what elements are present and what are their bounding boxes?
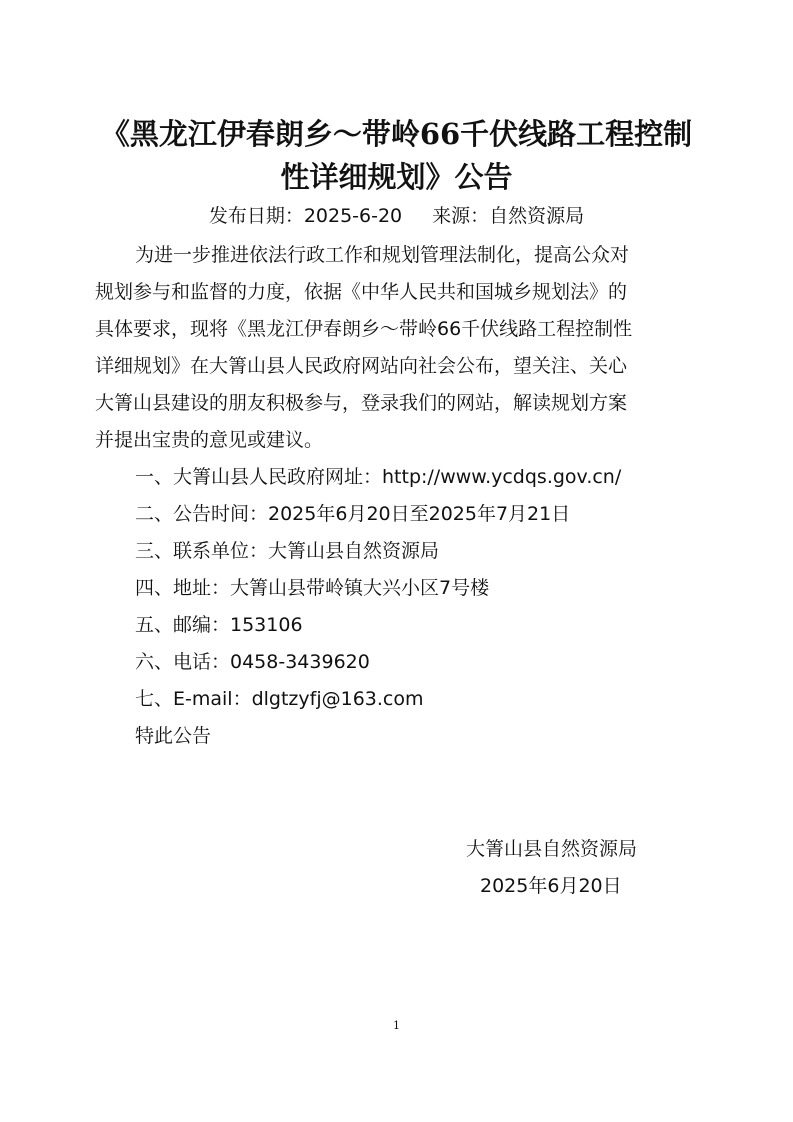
item-contact-unit: 三、联系单位：大箐山县自然资源局	[135, 540, 440, 562]
paragraph-line: 并提出宝贵的意见或建议。	[95, 429, 324, 451]
signature-org: 大箐山县自然资源局	[466, 838, 638, 860]
paragraph-line: 为进一步推进依法行政工作和规划管理法制化，提高公众对	[135, 244, 630, 266]
closing-text: 特此公告	[135, 725, 212, 747]
item-email: 七、E-mail：dlgtzyfj@163.com	[135, 688, 424, 710]
item-website: 一、大箐山县人民政府网址：http://www.ycdqs.gov.cn/	[135, 466, 622, 488]
page-number: 1	[393, 1019, 400, 1032]
item-phone: 六、电话：0458-3439620	[135, 651, 370, 673]
paragraph-line: 具体要求，现将《黑龙江伊春朗乡～带岭66千伏线路工程控制性	[95, 318, 633, 340]
signature-date: 2025年6月20日	[480, 875, 622, 897]
publish-date: 发布日期：2025-6-20	[208, 205, 403, 227]
paragraph-line: 大箐山县建设的朋友积极参与，登录我们的网站，解读规划方案	[95, 392, 628, 414]
item-period: 二、公告时间：2025年6月20日至2025年7月21日	[135, 503, 571, 525]
item-postcode: 五、邮编：153106	[135, 614, 303, 636]
paragraph-line: 详细规划》在大箐山县人民政府网站向社会公布，望关注、关心	[95, 355, 628, 377]
publish-source: 来源：自然资源局	[432, 205, 585, 227]
paragraph-line: 规划参与和监督的力度，依据《中华人民共和国城乡规划法》的	[95, 281, 628, 303]
title-line-1: 《黑龙江伊春朗乡～带岭66千伏线路工程控制	[100, 117, 693, 151]
item-address: 四、地址：大箐山县带岭镇大兴小区7号楼	[135, 577, 490, 599]
title-line-2: 性详细规划》公告	[280, 160, 513, 194]
publish-meta	[0, 201, 793, 231]
